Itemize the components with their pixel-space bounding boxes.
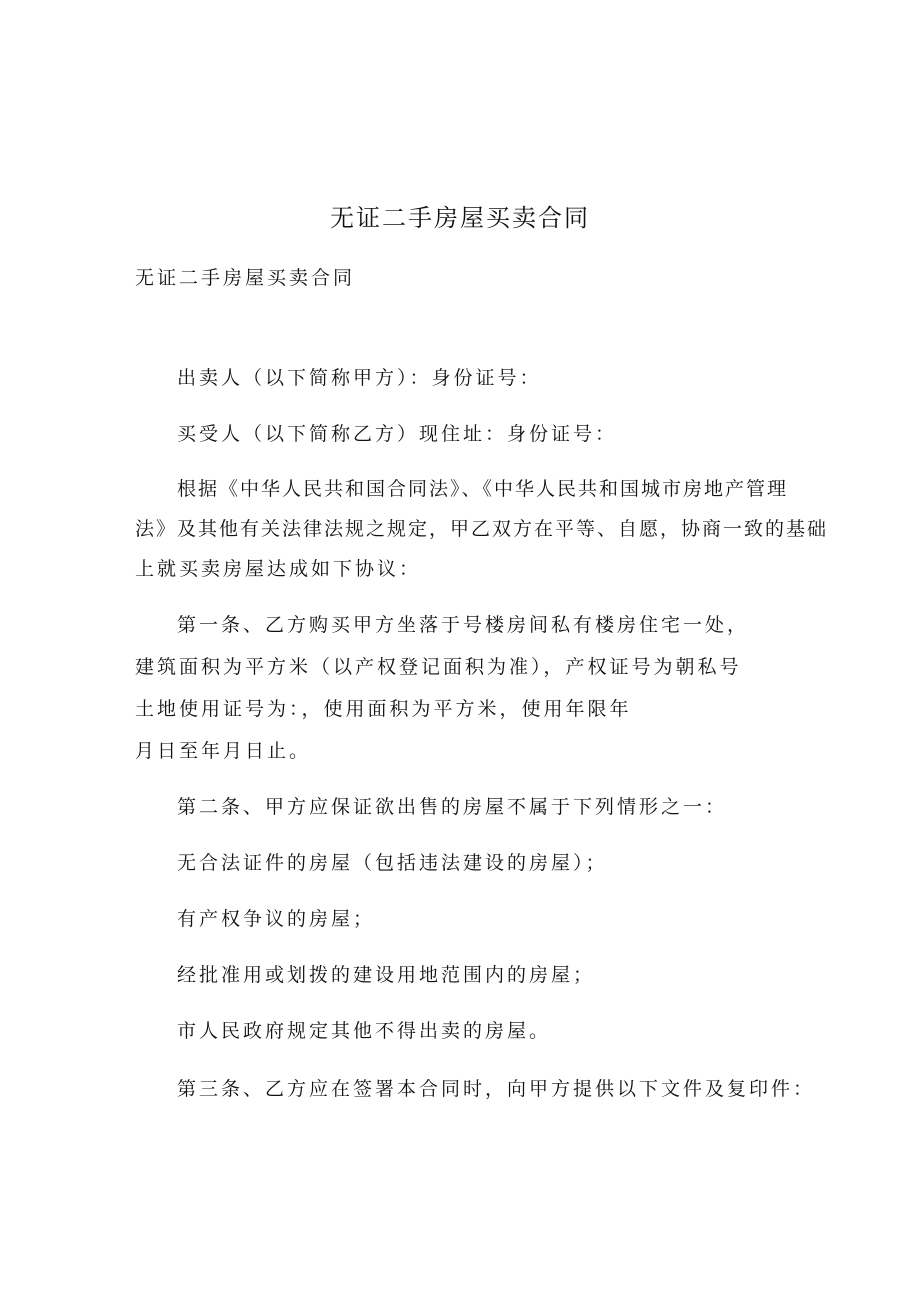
preamble-line-1: 根据《中华人民共和国合同法》、《中华人民共和国城市房地产管理 [177, 478, 789, 500]
article2-item-2: 有产权争议的房屋； [177, 908, 376, 930]
article2-item-4: 市人民政府规定其他不得出卖的房屋。 [177, 1020, 552, 1042]
article2-item-3: 经批准用或划拨的建设用地范围内的房屋； [177, 964, 596, 986]
seller-line: 出卖人（以下简称甲方）：身份证号： [177, 367, 542, 389]
article1-line-3: 土地使用证号为：，使用面积为平方米，使用年限年 [135, 698, 632, 720]
article1-line-1: 第一条、乙方购买甲方坐落于号楼房间私有楼房住宅一处， [177, 614, 750, 636]
document-title: 无证二手房屋买卖合同 [330, 204, 590, 232]
document-subtitle: 无证二手房屋买卖合同 [135, 267, 356, 289]
article3-line-1: 第三条、乙方应在签署本合同时，向甲方提供以下文件及复印件： [177, 1078, 816, 1100]
preamble-line-2: 法》及其他有关法律法规之规定，甲乙双方在平等、自愿，协商一致的基础 [135, 518, 829, 540]
article2-item-1: 无合法证件的房屋（包括违法建设的房屋）； [177, 852, 608, 874]
article1-line-2: 建筑面积为平方米（以产权登记面积为准），产权证号为朝私号 [135, 656, 742, 678]
buyer-line: 买受人（以下简称乙方）现住址：身份证号： [177, 423, 618, 445]
article2-line-1: 第二条、甲方应保证欲出售的房屋不属于下列情形之一： [177, 796, 728, 818]
article1-line-4: 月日至年月日止。 [135, 740, 312, 762]
preamble-line-3: 上就买卖房屋达成如下协议： [135, 558, 422, 580]
